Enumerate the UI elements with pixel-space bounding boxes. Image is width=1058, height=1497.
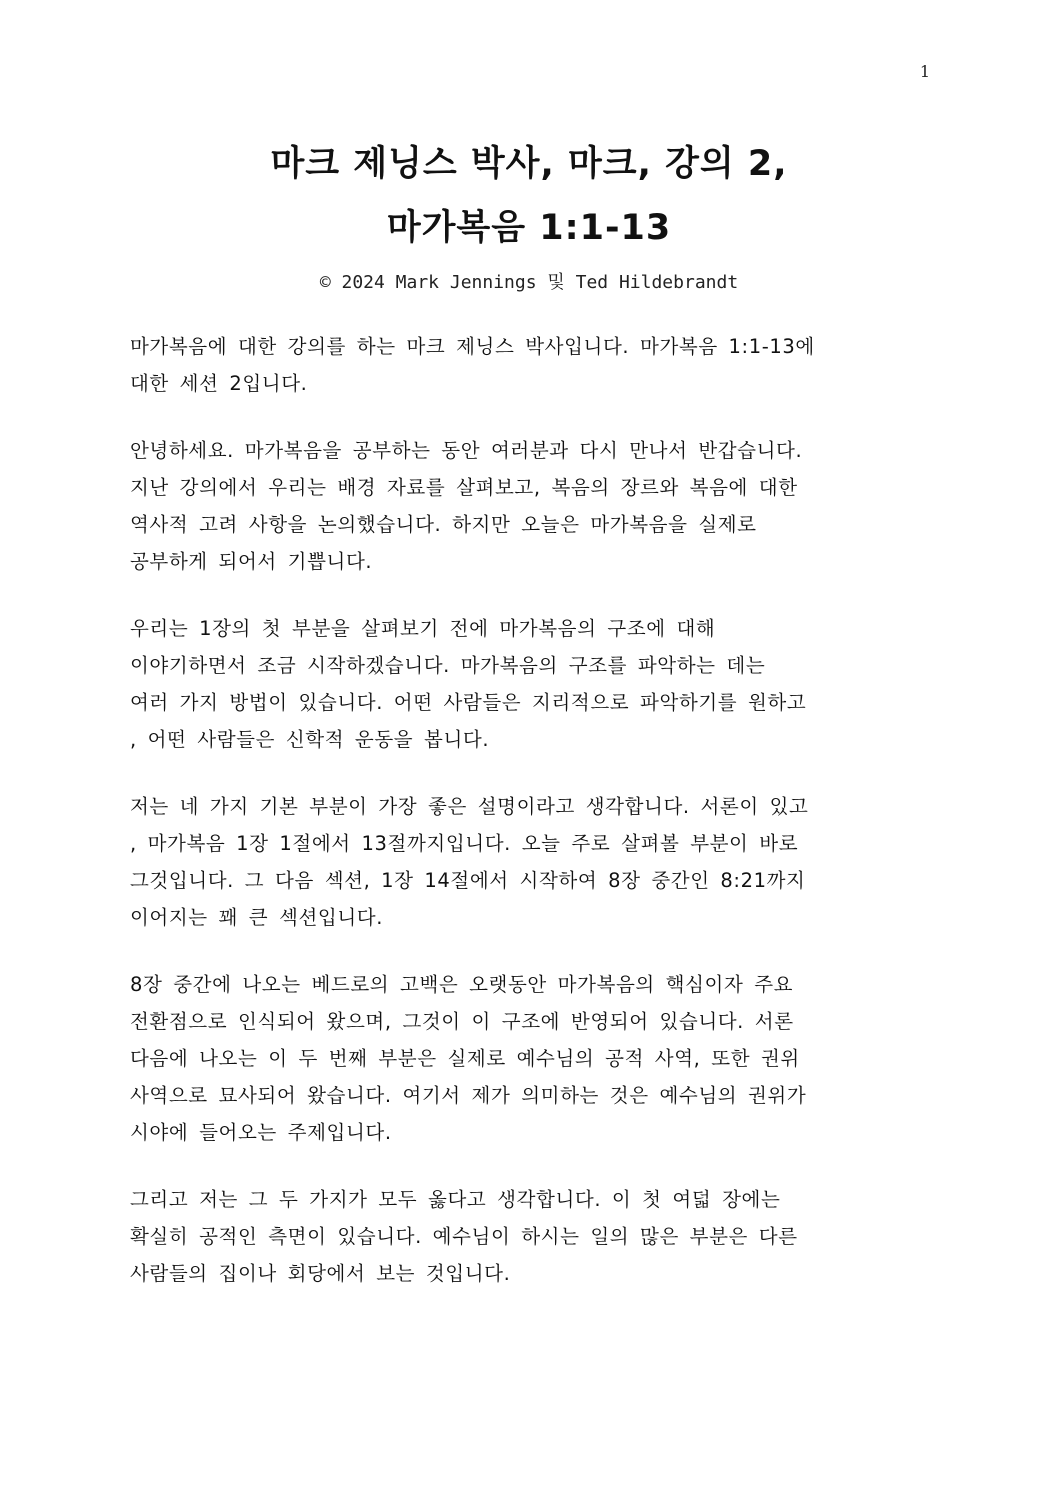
paragraph-line: 공부하게 되어서 기쁩니다. bbox=[130, 550, 373, 573]
paragraph-line: , 마가복음 1장 1절에서 13절까지입니다. 오늘 주로 살펴볼 부분이 바로 bbox=[130, 832, 799, 855]
title-line-2: 마가복음 1:1-13 bbox=[386, 208, 672, 248]
paragraph-line: 8장 중간에 나오는 베드로의 고백은 오랫동안 마가복음의 핵심이자 주요 bbox=[130, 973, 794, 996]
paragraph-line: 이어지는 꽤 큰 섹션입니다. bbox=[130, 906, 384, 929]
paragraph-line: 이야기하면서 조금 시작하겠습니다. 마가복음의 구조를 파악하는 데는 bbox=[130, 654, 766, 677]
paragraph-line: 사역으로 묘사되어 왔습니다. 여기서 제가 의미하는 것은 예수님의 권위가 bbox=[130, 1084, 807, 1107]
body-text bbox=[130, 328, 940, 1322]
page-number: 1 bbox=[919, 62, 930, 81]
paragraph-line: 역사적 고려 사항을 논의했습니다. 하지만 오늘은 마가복음을 실제로 bbox=[130, 513, 757, 536]
paragraph-line: 저는 네 가지 기본 부분이 가장 좋은 설명이라고 생각합니다. 서론이 있고 bbox=[130, 795, 809, 818]
paragraph-1 bbox=[130, 328, 940, 402]
title-line-1: 마크 제닝스 박사, 마크, 강의 2, bbox=[270, 144, 788, 184]
paragraph-3 bbox=[130, 610, 940, 758]
paragraph-line: 그것입니다. 그 다음 섹션, 1장 14절에서 시작하여 8장 중간인 8:21까지 bbox=[130, 869, 806, 892]
paragraph-line: 사람들의 집이나 회당에서 보는 것입니다. bbox=[130, 1262, 511, 1285]
copyright-line: © 2024 Mark Jennings 및 Ted Hildebrandt bbox=[319, 272, 739, 293]
paragraph-2 bbox=[130, 432, 940, 580]
paragraph-line: 여러 가지 방법이 있습니다. 어떤 사람들은 지리적으로 파악하기를 원하고 bbox=[130, 691, 807, 714]
paragraph-line: 전환점으로 인식되어 왔으며, 그것이 이 구조에 반영되어 있습니다. 서론 bbox=[130, 1010, 794, 1033]
paragraph-line: 다음에 나오는 이 두 번째 부분은 실제로 예수님의 공적 사역, 또한 권위 bbox=[130, 1047, 800, 1070]
paragraph-line: 확실히 공적인 측면이 있습니다. 예수님이 하시는 일의 많은 부분은 다른 bbox=[130, 1225, 798, 1248]
paragraph-line: 지난 강의에서 우리는 배경 자료를 살펴보고, 복음의 장르와 복음에 대한 bbox=[130, 476, 798, 499]
paragraph-6 bbox=[130, 1181, 940, 1292]
paragraph-line: 대한 세션 2입니다. bbox=[130, 372, 308, 395]
paragraph-line: 마가복음에 대한 강의를 하는 마크 제닝스 박사입니다. 마가복음 1:1-13에 bbox=[130, 335, 815, 358]
paragraph-5 bbox=[130, 966, 940, 1151]
paragraph-line: 그리고 저는 그 두 가지가 모두 옳다고 생각합니다. 이 첫 여덟 장에는 bbox=[130, 1188, 781, 1211]
paragraph-line: 시야에 들어오는 주제입니다. bbox=[130, 1121, 392, 1144]
paragraph-line: 우리는 1장의 첫 부분을 살펴보기 전에 마가복음의 구조에 대해 bbox=[130, 617, 716, 640]
title-block bbox=[0, 132, 1058, 296]
paragraph-line: , 어떤 사람들은 신학적 운동을 봅니다. bbox=[130, 728, 490, 751]
paragraph-4 bbox=[130, 788, 940, 936]
paragraph-line: 안녕하세요. 마가복음을 공부하는 동안 여러분과 다시 만나서 반갑습니다. bbox=[130, 439, 803, 462]
